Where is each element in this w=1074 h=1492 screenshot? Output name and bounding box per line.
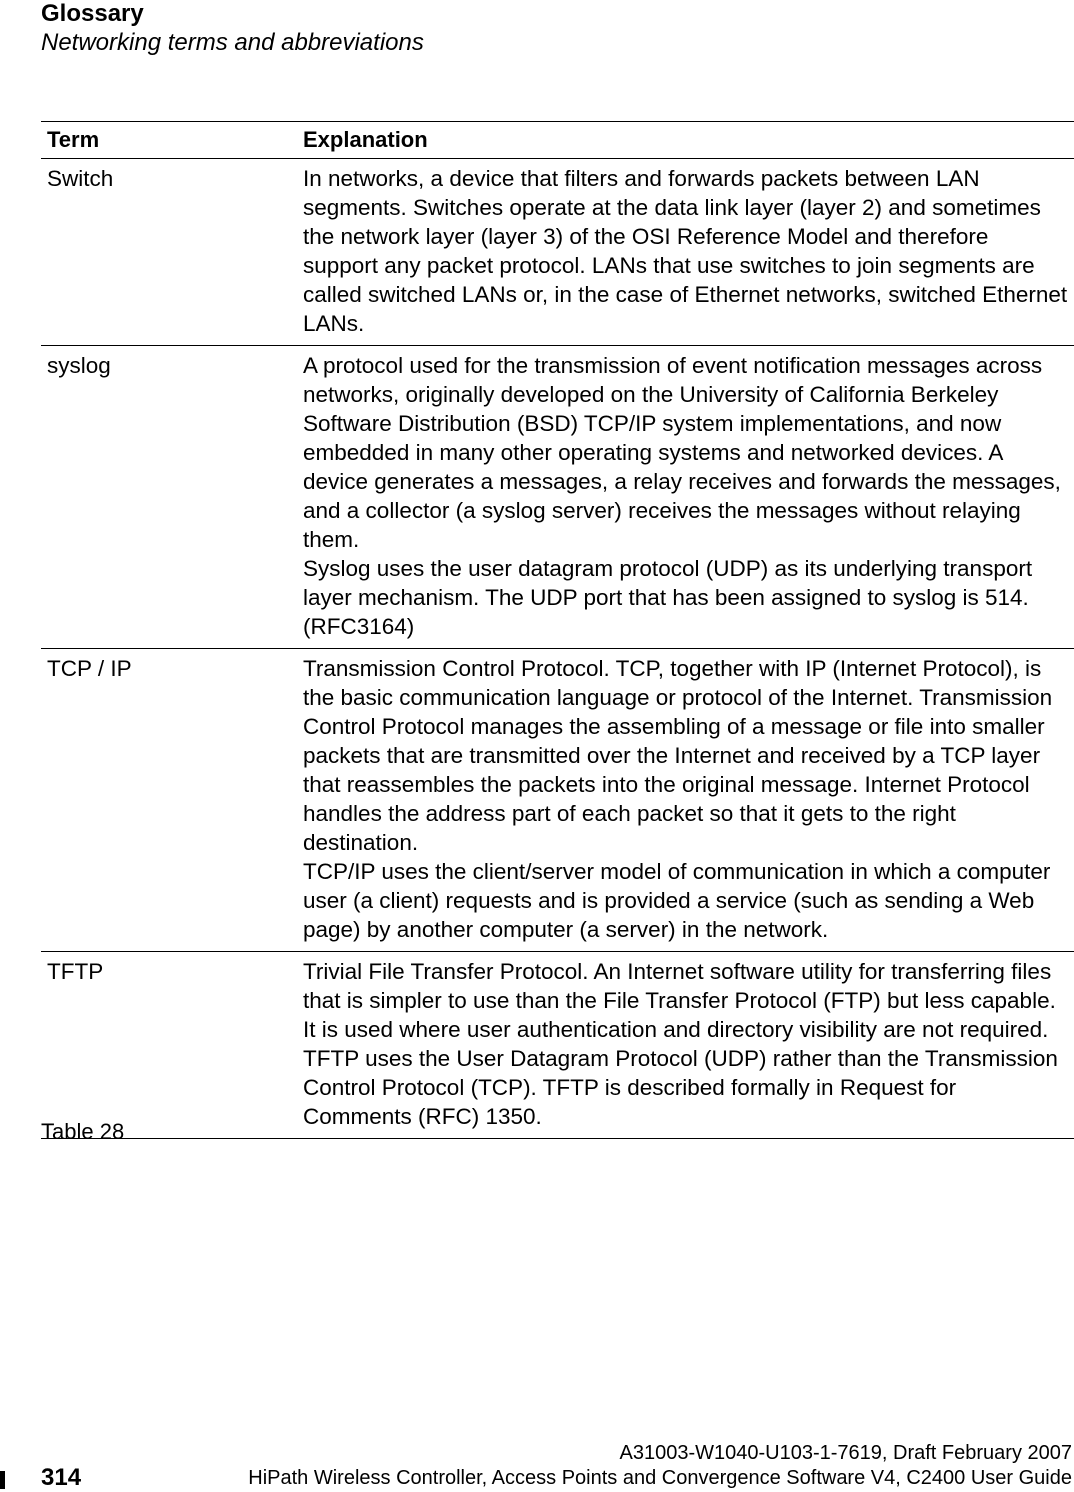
- column-header-explanation: Explanation: [303, 127, 428, 152]
- explanation-paragraph: A protocol used for the transmission of event notification messages across networks, originally developed on the University of California Berkeley Software Distribution (BSD) TCP/IP system implementations, and now embedded in many other operating systems and networked devices. A device generates a messages, a relay receives and forwards the messages, and a collector (a syslog server) receives the messages without relaying them.: [303, 353, 1061, 552]
- table-caption: Table 28: [41, 1119, 125, 1144]
- table-row: [41, 952, 1074, 1139]
- glossary-table: [41, 121, 1074, 1139]
- page-footer: [0, 1440, 1074, 1492]
- explanation-cell: [303, 649, 1074, 951]
- explanation-paragraph: Trivial File Transfer Protocol. An Internet software utility for transferring files that is simpler to use than the File Transfer Protocol (FTP) but less capable. It is used where user authentication and directory visibility are not required. TFTP uses the User Datagram Protocol (UDP) rather than the Transmission Control Protocol (TCP). TFTP is described formally in Request for Comments (RFC) 1350.: [303, 959, 1058, 1129]
- document-id: A31003-W1040-U103-1-7619, Draft February 2007: [619, 1442, 1072, 1464]
- explanation-paragraph: TCP/IP uses the client/server model of communication in which a computer user (a client) requests and is provided a service (such as sending a Web page) by another computer (a server) in the network.: [303, 859, 1051, 942]
- term-cell: Switch: [47, 166, 114, 191]
- page-header: [41, 0, 1041, 58]
- term-cell: TFTP: [47, 959, 104, 984]
- explanation-cell: [303, 952, 1074, 1138]
- explanation-paragraph: Syslog uses the user datagram protocol (UDP) as its underlying transport layer mechanism. The UDP port that has been assigned to syslog is 514. (RFC3164): [303, 556, 1033, 639]
- table-header-row: [41, 121, 1074, 159]
- term-cell: TCP / IP: [47, 656, 132, 681]
- term-cell: syslog: [47, 353, 111, 378]
- table-row: [41, 649, 1074, 952]
- column-header-term: Term: [47, 127, 100, 152]
- chapter-title: Glossary: [41, 0, 144, 27]
- section-subtitle: Networking terms and abbreviations: [41, 29, 424, 56]
- explanation-paragraph: In networks, a device that filters and forwards packets between LAN segments. Switches operate at the data link layer (layer 2) and sometimes the network layer (layer 3) of the OSI Reference Model and therefore support any packet protocol. LANs that use switches to join segments are called switched LANs or, in the case of Ethernet networks, switched Ethernet LANs.: [303, 166, 1068, 336]
- table-row: [41, 346, 1074, 649]
- explanation-cell: [303, 159, 1074, 345]
- table-row: [41, 159, 1074, 346]
- explanation-paragraph: Transmission Control Protocol. TCP, together with IP (Internet Protocol), is the basic communication language or protocol of the Internet. Transmission Control Protocol manages the assembling of a message or file into smaller packets that are transmitted over the Internet and received by a TCP layer that reassembles the packets into the original message. Internet Protocol handles the address part of each packet so that it gets to the right destination.: [303, 656, 1053, 855]
- page-number: 314: [41, 1464, 82, 1491]
- change-bar: [0, 1471, 5, 1489]
- explanation-cell: [303, 346, 1074, 648]
- document-title: HiPath Wireless Controller, Access Points and Convergence Software V4, C2400 User Guide: [248, 1467, 1072, 1489]
